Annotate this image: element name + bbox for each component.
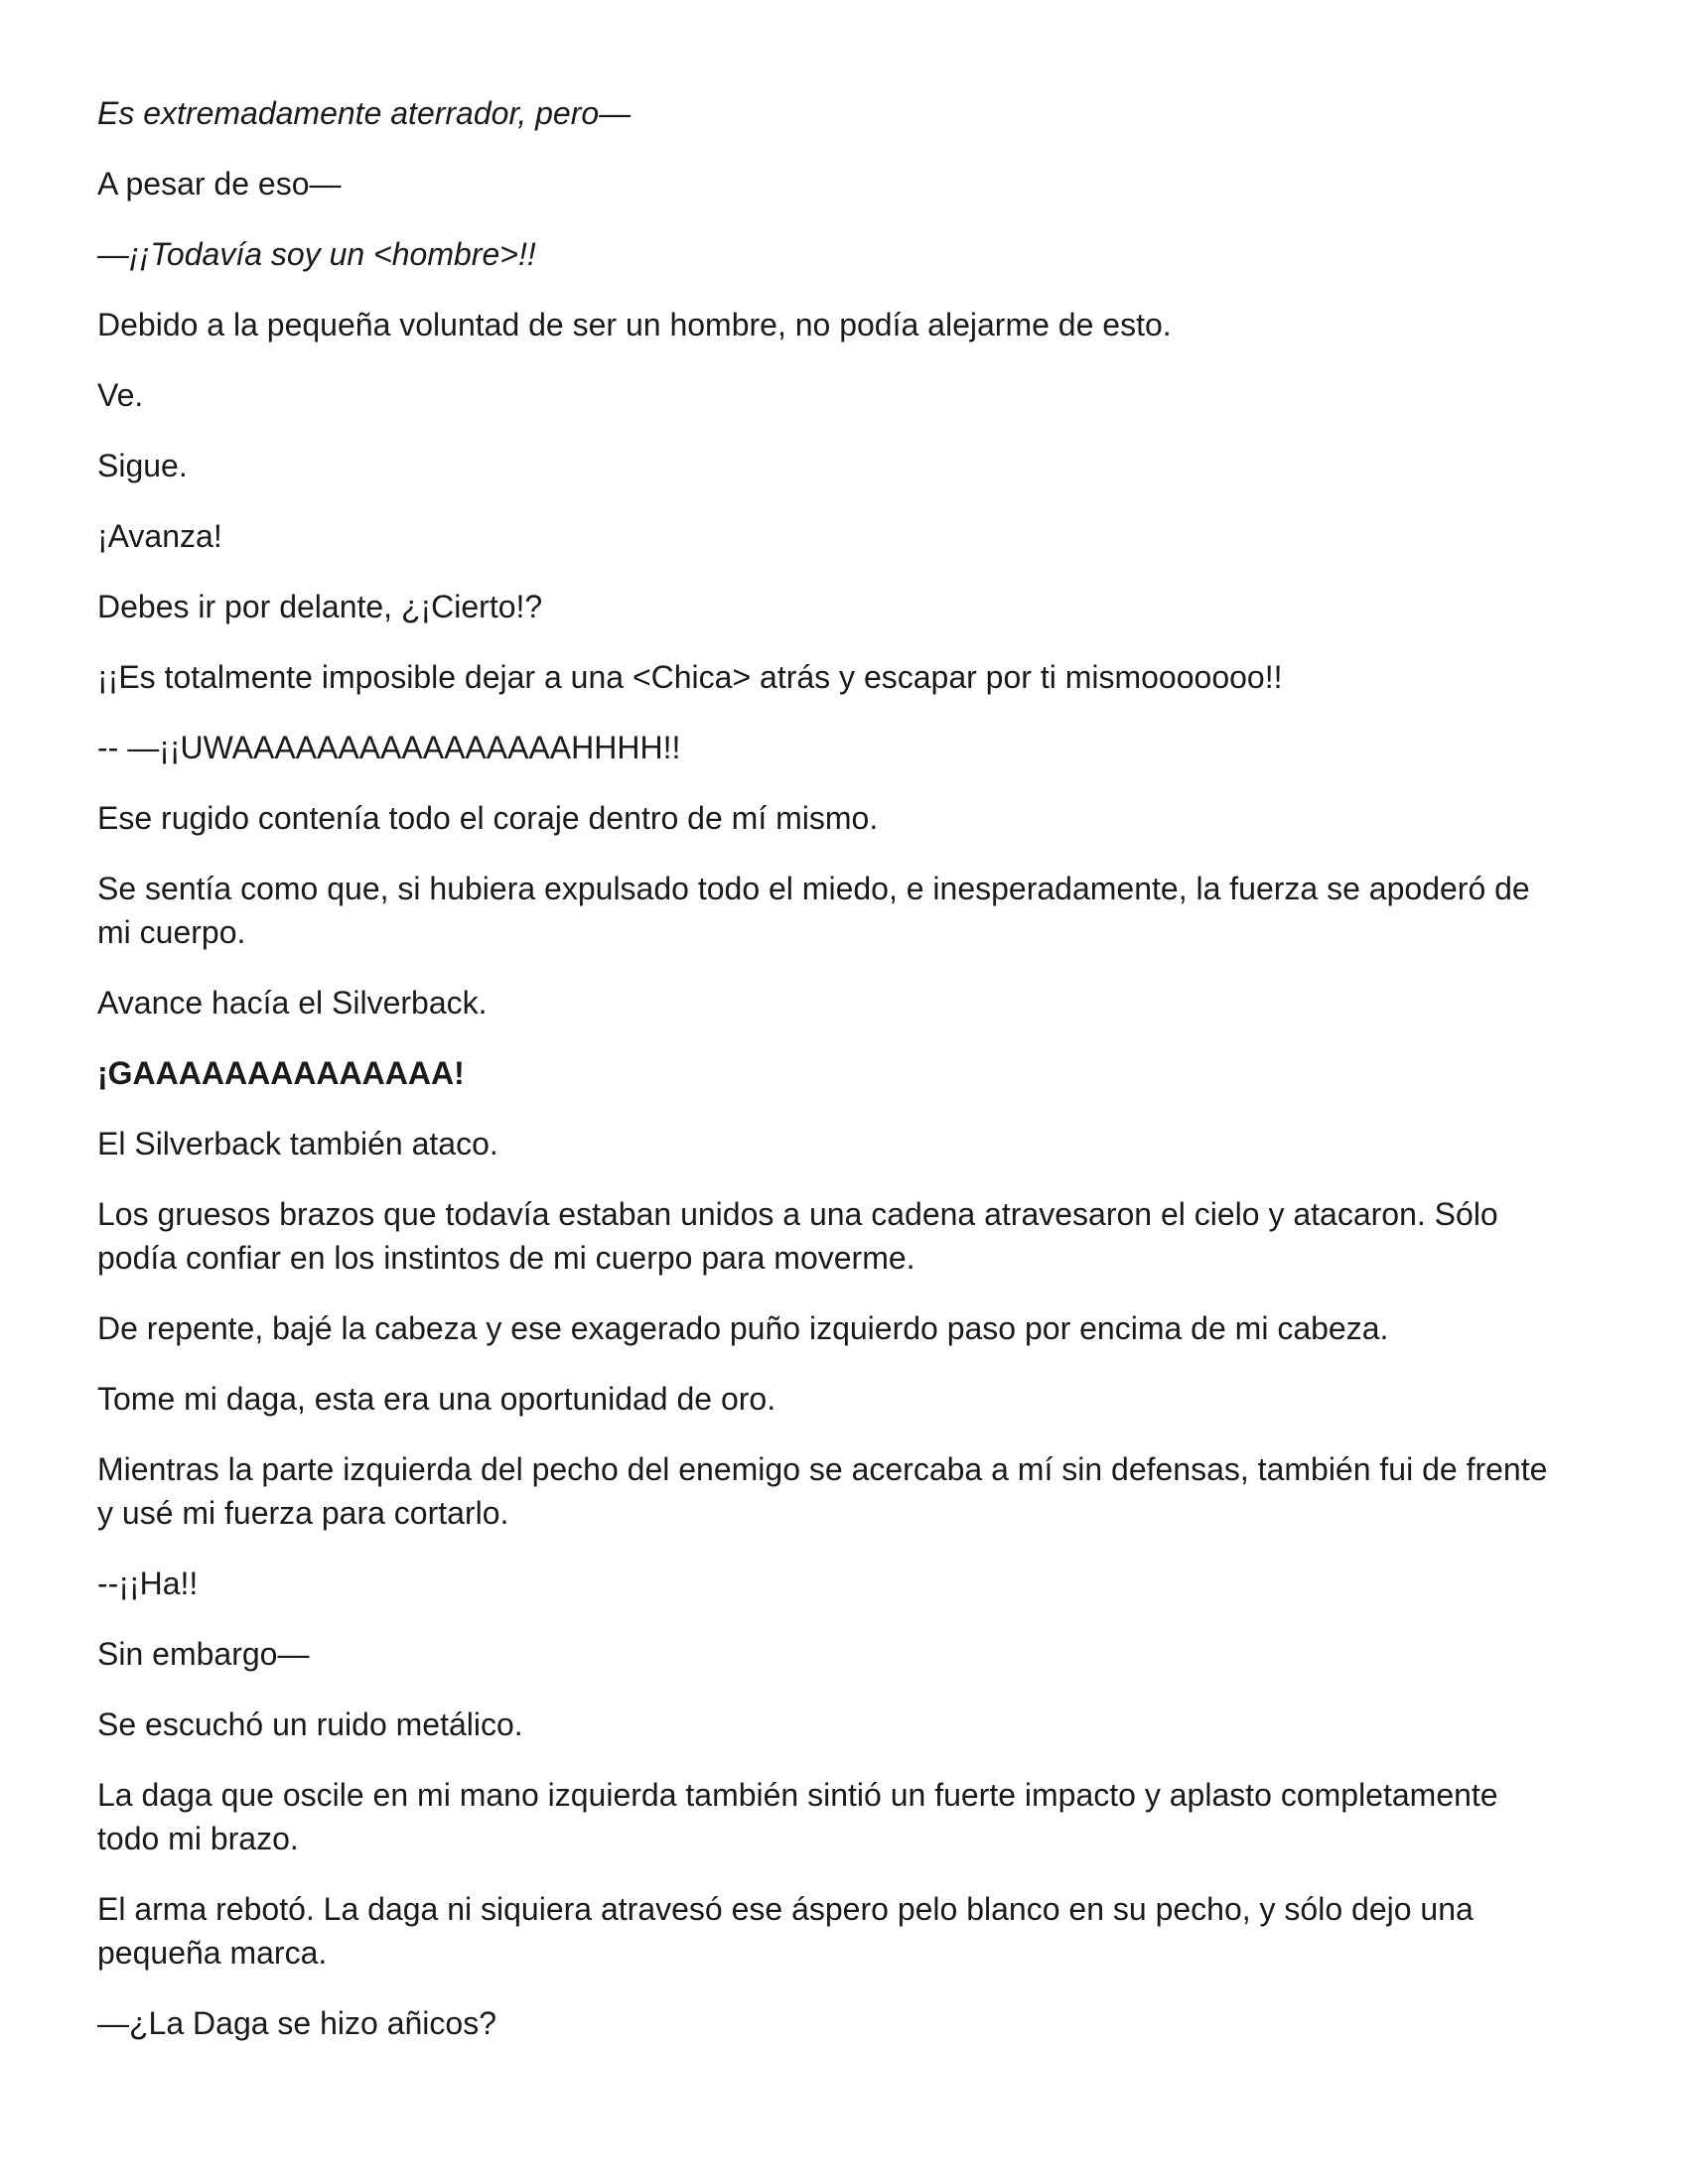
- paragraph: Sin embargo—: [97, 1636, 310, 1672]
- paragraph: El Silverback también ataco.: [97, 1126, 498, 1161]
- paragraph: --¡¡Ha!!: [97, 1566, 199, 1601]
- paragraph: Se sentía como que, si hubiera expulsado todo el miedo, e inesperadamente, la fuerza se apoderó de mi cuerpo.: [97, 871, 1530, 950]
- paragraph: ¡GAAAAAAAAAAAAAA!: [97, 1055, 465, 1091]
- paragraph: Mientras la parte izquierda del pecho del enemigo se acercaba a mí sin defensas, también fui de frente y usé mi fuerza para cortarlo.: [97, 1451, 1548, 1531]
- paragraph: —¿La Daga se hizo añicos?: [97, 2005, 496, 2041]
- paragraph: ¡¡Es totalmente imposible dejar a una <Chica> atrás y escapar por ti mismooooooo!!: [97, 659, 1283, 695]
- paragraph: La daga que oscile en mi mano izquierda también sintió un fuerte impacto y aplasto completamente todo mi brazo.: [97, 1777, 1498, 1856]
- paragraph: -- —¡¡UWAAAAAAAAAAAAAAAAHHHH!!: [97, 730, 681, 765]
- paragraph: Se escuchó un ruido metálico.: [97, 1706, 523, 1742]
- paragraph: El arma rebotó. La daga ni siquiera atravesó ese áspero pelo blanco en su pecho, y sólo dejo una pequeña marca.: [97, 1891, 1474, 1971]
- paragraph: Ve.: [97, 377, 144, 413]
- paragraph: Debes ir por delante, ¿¡Cierto!?: [97, 589, 543, 624]
- paragraph: De repente, bajé la cabeza y ese exagerado puño izquierdo paso por encima de mi cabeza.: [97, 1310, 1389, 1346]
- paragraph: —¡¡Todavía soy un <hombre>!!: [97, 236, 536, 272]
- paragraph: Tome mi daga, esta era una oportunidad de oro.: [97, 1381, 776, 1417]
- paragraph: A pesar de eso—: [97, 166, 342, 202]
- document-body: [97, 91, 1567, 2072]
- paragraph: Avance hacía el Silverback.: [97, 985, 488, 1021]
- paragraph: ¡Avanza!: [97, 518, 222, 554]
- paragraph: Es extremadamente aterrador, pero—: [97, 95, 632, 131]
- paragraph: Los gruesos brazos que todavía estaban unidos a una cadena atravesaron el cielo y atacaron. Sólo podía confiar en los instintos de mi cuerpo para moverme.: [97, 1196, 1498, 1276]
- paragraph: Sigue.: [97, 448, 188, 483]
- paragraph: Ese rugido contenía todo el coraje dentro de mí mismo.: [97, 800, 879, 836]
- paragraph: Debido a la pequeña voluntad de ser un hombre, no podía alejarme de esto.: [97, 307, 1172, 342]
